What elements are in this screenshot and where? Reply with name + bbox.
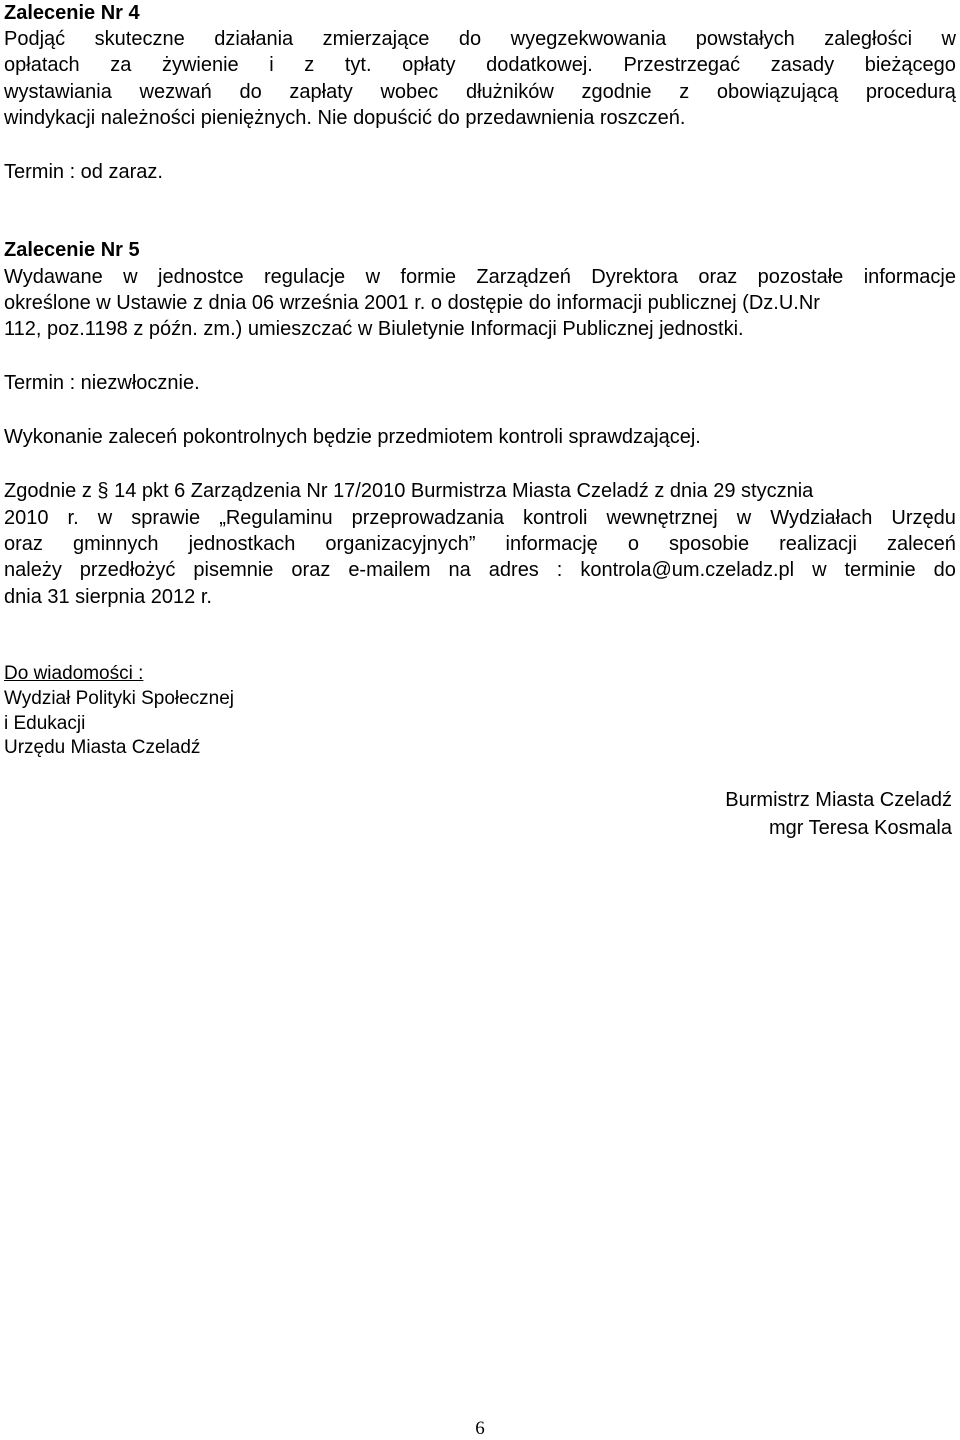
word: Dyrektora [591, 266, 678, 288]
word: zasady [770, 54, 835, 76]
word: Przestrzegać [623, 54, 741, 76]
word: w [736, 507, 752, 529]
word: kontrola@um.czeladz.pl [580, 559, 795, 581]
word: procedurą [865, 81, 956, 103]
word: informację [505, 533, 598, 555]
word: oraz [4, 533, 43, 555]
word: realizacji [779, 533, 857, 555]
section4-heading: Zalecenie Nr 4 [4, 2, 140, 24]
execution-note: Wykonanie zaleceń pokontrolnych będzie przedmiotem kontroli sprawdzającej. [4, 426, 701, 448]
word: bieżącego [864, 54, 956, 76]
section4-line-4: windykacji należności pieniężnych. Nie dopuścić do przedawnienia roszczeń. [4, 107, 686, 129]
word: w [365, 266, 381, 288]
word: wewnętrznej [606, 507, 718, 529]
word: do [239, 81, 262, 103]
word: informacje [863, 266, 956, 288]
section4-line-3 [4, 79, 956, 105]
word: tyt. [344, 54, 372, 76]
word: w [123, 266, 138, 288]
distribution-line-3: Urzędu Miasta Czeladź [4, 737, 201, 758]
instruction-line-4 [4, 557, 956, 583]
word: : [556, 559, 563, 581]
word: z [304, 54, 315, 76]
word: do [933, 559, 956, 581]
word: wyegzekwowania [510, 28, 667, 50]
distribution-label: Do wiadomości : [4, 663, 144, 684]
section5-line-2: określone w Ustawie z dnia 06 września 2001 r. o dostępie do informacji publicznej (Dz.U.Nr [4, 292, 820, 314]
word: organizacyjnych” [325, 533, 476, 555]
word: jednostce [158, 266, 244, 288]
word: wezwań [139, 81, 212, 103]
word: obowiązującą [716, 81, 839, 103]
word: zaleceń [886, 533, 956, 555]
word: wystawiania [4, 81, 112, 103]
word: żywienie [161, 54, 239, 76]
word: Podjąć [4, 28, 66, 50]
word: adres [488, 559, 539, 581]
section4-line-2 [4, 52, 956, 78]
section5-line-3: 112, poz.1198 z późn. zm.) umieszczać w Biuletynie Informacji Publicznej jednostki. [4, 318, 744, 340]
word: terminie [844, 559, 916, 581]
signature-name: mgr Teresa Kosmala [768, 817, 952, 839]
word: Urzędu [891, 507, 956, 529]
word: i [269, 54, 274, 76]
word: zaległości [824, 28, 913, 50]
word: przedłożyć [79, 559, 176, 581]
word: kontroli [523, 507, 588, 529]
instruction-line-1: Zgodnie z § 14 pkt 6 Zarządzenia Nr 17/2010 Burmistrza Miasta Czeladź z dnia 29 stycznia [4, 480, 814, 502]
word: o [627, 533, 639, 555]
word: wobec [380, 81, 439, 103]
word: sposobie [669, 533, 750, 555]
word: jednostkach [188, 533, 296, 555]
instruction-line-3 [4, 531, 956, 557]
word: Wydziałach [770, 507, 873, 529]
word: dodatkowej. [486, 54, 593, 76]
word: oraz [291, 559, 331, 581]
word: 2010 [4, 507, 49, 529]
word: pisemnie [193, 559, 274, 581]
word: przeprowadzania [351, 507, 504, 529]
word: gminnych [72, 533, 159, 555]
word: zgodnie [581, 81, 652, 103]
word: do [458, 28, 482, 50]
word: regulacje [264, 266, 346, 288]
section5-line-1 [4, 264, 956, 290]
document-page [4, 0, 956, 1440]
word: w [812, 559, 827, 581]
instruction-line-2 [4, 505, 956, 531]
word: skuteczne [94, 28, 185, 50]
word: opłatach [4, 54, 80, 76]
word: za [110, 54, 132, 76]
word: w [97, 507, 113, 529]
word: sprawie [131, 507, 201, 529]
signature-title: Burmistrz Miasta Czeladź [725, 789, 952, 811]
page-number: 6 [475, 1418, 485, 1439]
distribution-line-1: Wydział Polityki Społecznej [4, 688, 235, 709]
word: dłużników [465, 81, 554, 103]
word: powstałych [695, 28, 795, 50]
word: r. [67, 507, 79, 529]
word: formie [400, 266, 456, 288]
word: działania [214, 28, 294, 50]
word: pozostałe [757, 266, 844, 288]
section4-deadline: Termin : od zaraz. [4, 161, 163, 183]
word: Wydawane [4, 266, 103, 288]
word: na [448, 559, 471, 581]
section4-line-1 [4, 26, 956, 52]
word: zmierzające [322, 28, 430, 50]
word: w [941, 28, 956, 50]
word: e-mailem [348, 559, 431, 581]
word: zapłaty [289, 81, 353, 103]
instruction-line-5: dnia 31 sierpnia 2012 r. [4, 586, 212, 608]
word: należy [4, 559, 62, 581]
signature-block [725, 786, 952, 842]
distribution-line-2: i Edukacji [4, 713, 86, 734]
section5-heading: Zalecenie Nr 5 [4, 239, 140, 261]
word: opłaty [402, 54, 456, 76]
word: Zarządzeń [476, 266, 571, 288]
word: „Regulaminu [219, 507, 333, 529]
word: oraz [698, 266, 738, 288]
word: z [679, 81, 690, 103]
section5-deadline: Termin : niezwłocznie. [4, 372, 200, 394]
